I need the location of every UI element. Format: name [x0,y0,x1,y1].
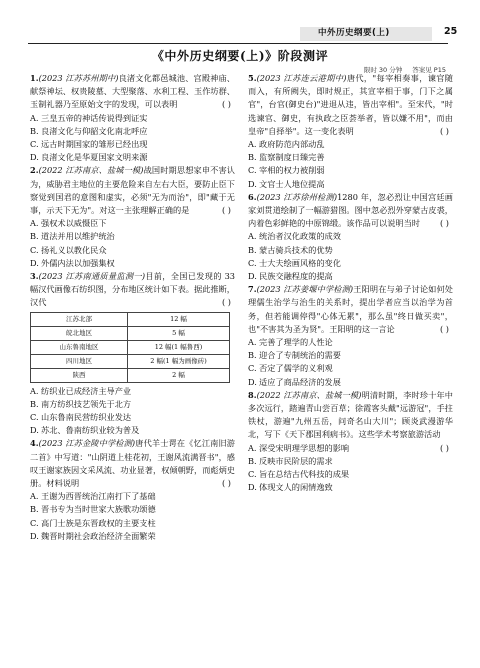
answer-blank: ( ) [222,297,231,308]
question-number: 6. [248,191,257,202]
question-8 [248,389,453,495]
option-text: 南方纺织技艺领先于北方 [41,398,132,409]
question-number: 1. [30,73,39,83]
question-number: 8. [248,389,257,400]
question-text: 王阳明在与弟子讨论如何处理儒生治学与治生的关系时，提出学者应当以治学为首务，但若能调停得"心体无累"，那么虽"终日做买卖"，也"不害其为圣为贤"。王阳明的这一言论 [248,284,453,334]
answer-blank: ( ) [222,478,231,489]
table-cell: 12 幅(1 幅鲁西) [128,340,230,354]
option-d [248,481,453,494]
option-a [248,138,453,151]
option-a [248,230,453,243]
question-source: (2023 江苏姜堰中学检测) [256,284,354,295]
table-cell: 皖北地区 [31,326,128,340]
question-text: 唐代，"每宰相奏事，谏官随而入，有所阙失，即时规正，其宣宰相于事，门下之属官"，台官(御史台)"进退从违，皆出宰相"。至宋代，"时选谏官、御史，有执政之臣荟举者，皆以嫌不用"，而由皇帝"自择举"。这一变化表明 [248,73,453,136]
option-letter: A. [30,218,39,229]
option-letter: D. [30,425,39,436]
option-c [248,164,453,177]
option-text: 适应了商品经济的发展 [259,376,341,387]
option-text: 道法并用以维护统治 [41,231,115,242]
option-letter: A. [30,112,39,123]
header-rule [28,43,448,44]
option-a [30,385,235,398]
option-c [30,411,235,424]
option-letter: B. [30,231,39,242]
option-c [30,138,235,151]
option-b [30,125,235,138]
question-stem [30,72,235,112]
option-a [248,442,453,455]
option-b [30,230,235,243]
option-text: 远古时期国家的雏形已经出现 [41,139,148,150]
option-b [30,398,235,411]
table-row [31,354,230,368]
option-text: 强权术以威慑臣下 [41,218,107,229]
question-text: 良渚文化都邑城池、宫殿神庙、献祭神坛、权贵陵墓、大型聚落、水利工程、玉作坊群、玉制礼器乃至原始文字的发现，可以表明 [30,73,235,110]
table-cell: 12 幅 [128,312,230,326]
option-c [248,468,453,481]
question-number: 3. [30,271,39,282]
question-5 [248,72,453,191]
option-letter: C. [30,412,39,423]
option-d [248,376,453,389]
option-c [248,362,453,375]
answer-blank: ( ) [440,442,449,453]
option-letter: D. [248,178,257,189]
option-text: 苏北、鲁南纺织业较为普及 [41,425,140,436]
left-column [30,72,235,543]
option-text: 旨在总结古代科技的成果 [259,469,350,480]
table-cell: 5 幅 [128,326,230,340]
option-a [30,112,235,125]
option-letter: B. [248,244,257,255]
option-letter: B. [248,350,257,361]
option-text: 士大夫绘画风格的变化 [259,257,341,268]
question-stem [248,191,453,231]
table-cell: 四川地区 [31,354,128,368]
question-stem [248,283,453,336]
table-cell: 2 幅(1 幅为画像砖) [128,354,230,368]
option-text: 否定了儒学的义利观 [259,363,333,374]
question-text: 目前，全国已发现的 33 幅汉代画像石纺织图，分布地区统计如下表。据此推断，汉代 [30,271,236,308]
option-a [30,490,235,503]
option-text: 文官士人地位提高 [259,178,325,189]
page-number: 25 [444,26,458,37]
question-source: (2023 江苏苏州期中) [38,73,119,83]
table-cell: 江苏北部 [31,312,128,326]
answer-blank: ( ) [222,205,231,216]
option-d [248,270,453,283]
table-row [31,340,230,354]
option-text: 晋书专为当时世家大族歌功颂德 [41,504,156,515]
question-source: (2023 江苏连云港期中) [256,73,347,83]
table-row [31,312,230,326]
option-b [248,349,453,362]
question-6 [248,191,453,283]
question-4 [30,437,235,543]
question-source: (2023 江苏南通质量监测一) [38,271,146,282]
option-letter: D. [30,152,39,163]
option-text: 反映市民阶层的需求 [259,455,333,466]
option-letter: C. [248,257,257,268]
option-d [248,178,453,191]
page-header [0,0,480,44]
option-letter: D. [248,271,257,282]
option-text: 纺织业已成经济主导产业 [41,385,132,396]
answer-blank: ( ) [440,125,449,136]
option-text: 民族交融程度的提高 [259,271,333,282]
time-limit: 限时 30 分钟 [363,66,403,74]
option-text: 政府防范内部动乱 [259,139,325,150]
option-text: 高门士族是东晋政权的主要支柱 [41,517,156,528]
option-letter: A. [248,139,257,150]
option-letter: C. [248,363,257,374]
question-number: 5. [248,73,257,83]
table-row [31,326,230,340]
option-letter: A. [248,337,257,348]
table-row [31,368,230,382]
answer-blank: ( ) [222,99,231,110]
question-source: (2023 江苏金陵中学检测) [38,438,136,449]
option-d [30,530,235,543]
option-letter: C. [30,517,39,528]
option-a [30,217,235,230]
right-column [248,72,453,495]
option-text: 体现文人的闲情逸致 [259,482,333,493]
option-letter: C. [248,469,257,480]
question-source: (2023 江苏徐州检测) [256,191,338,202]
option-text: 监察制度日臻完善 [259,152,325,163]
question-source: (2022 江苏南京、盐城一模) [38,165,144,176]
answer-blank: ( ) [440,323,449,334]
answer-blank: ( ) [440,218,449,229]
option-text: 王谢为西晋统治江南打下了基础 [41,491,156,502]
question-2 [30,164,235,270]
answer-ref: 答案见 P15 [412,66,446,74]
option-letter: D. [30,257,39,268]
page-title: 《中外历史纲要(上)》阶段测评 [151,49,329,63]
option-c [248,257,453,270]
option-d [30,424,235,437]
option-b [30,503,235,516]
question-stem [30,164,235,217]
option-text: 山东鲁南民营纺织业发达 [41,412,132,423]
question-7 [248,283,453,389]
option-c [30,244,235,257]
distribution-table [30,312,230,383]
option-letter: D. [30,530,39,541]
option-letter: A. [30,491,39,502]
question-stem [30,437,235,490]
table-cell: 山东鲁南地区 [31,340,128,354]
option-letter: B. [30,398,39,409]
question-text: 明清时期，李时珍十年中多次远行，踏遍青山尝百草；徐霞客头戴"远游冠"，手拄铁杖，游遍"九州五岳，问奇名山大川"；顾炎武漫游华北，写下《天下郡国利病书》。这些学术考察旅游活动 [248,389,453,440]
table-cell: 陕西 [31,368,128,382]
option-d [30,257,235,270]
option-text: 蒙古骑兵技术的优势 [259,244,333,255]
option-d [30,151,235,164]
option-text: 完善了理学的人性论 [259,337,333,348]
option-letter: B. [30,504,39,515]
question-number: 7. [248,284,257,295]
option-letter: B. [30,125,39,136]
option-letter: D. [248,482,257,493]
option-text: 统治者汉化政策的成效 [259,231,341,242]
option-letter: B. [248,152,257,163]
question-stem [248,72,453,138]
question-number: 2. [30,165,39,176]
option-letter: B. [248,455,257,466]
option-b [248,244,453,257]
option-letter: A. [30,385,39,396]
option-b [248,455,453,468]
option-text: 扬礼义以教化民众 [41,244,107,255]
option-text: 良渚文化是华夏国家文明来源 [41,152,148,163]
table-cell: 2 幅 [128,368,230,382]
option-text: 外儒内法以加强集权 [41,257,115,268]
question-text: 唐代羊士谔在《忆江南旧游二首》中写道："山阴道上桂花初，王谢风流满晋书"，感叹王谢家族因文采风流、功业显著，权倾朝野，而彪炳史册。材料说明 [30,438,235,489]
option-text: 深受宋明理学思想的影响 [259,442,350,453]
option-letter: C. [248,165,257,176]
question-text: 战国时期思想家申不害认为，威胁君主地位的主要危险来自左右大臣，要防止臣下察觉到国君的意图和虚实，必须"无为而治"，即"藏于无事，示天下无为"。对这一主张理解正确的是 [30,165,235,216]
option-text: 魏晋时期社会政治经济全面繁荣 [41,530,156,541]
question-source: (2022 江苏南京、盐城一模) [256,389,362,400]
option-letter: C. [30,244,39,255]
option-c [30,517,235,530]
question-3 [30,270,235,437]
option-letter: D. [248,376,257,387]
option-letter: A. [248,442,257,453]
running-title: 中外历史纲要(上) [318,28,390,38]
option-text: 宰相的权力被削弱 [259,165,325,176]
question-1 [30,72,235,164]
question-stem [30,270,235,310]
option-text: 良渚文化与仰韶文化南北呼应 [41,125,148,136]
option-b [248,151,453,164]
question-text: 1280 年，忽必烈让中国宫廷画家刘贯道绘制了一幅游猎图。图中忽必烈外穿蒙古皮裘，内着色彩鲜艳的中原锦缎。该作品可以说明当时 [248,191,453,229]
option-letter: A. [248,231,257,242]
question-number: 4. [30,438,39,449]
option-text: 迎合了专制统治的需要 [259,350,341,361]
option-a [248,336,453,349]
option-text: 三皇五帝的神话传说得到证实 [41,112,148,123]
option-letter: C. [30,139,39,150]
